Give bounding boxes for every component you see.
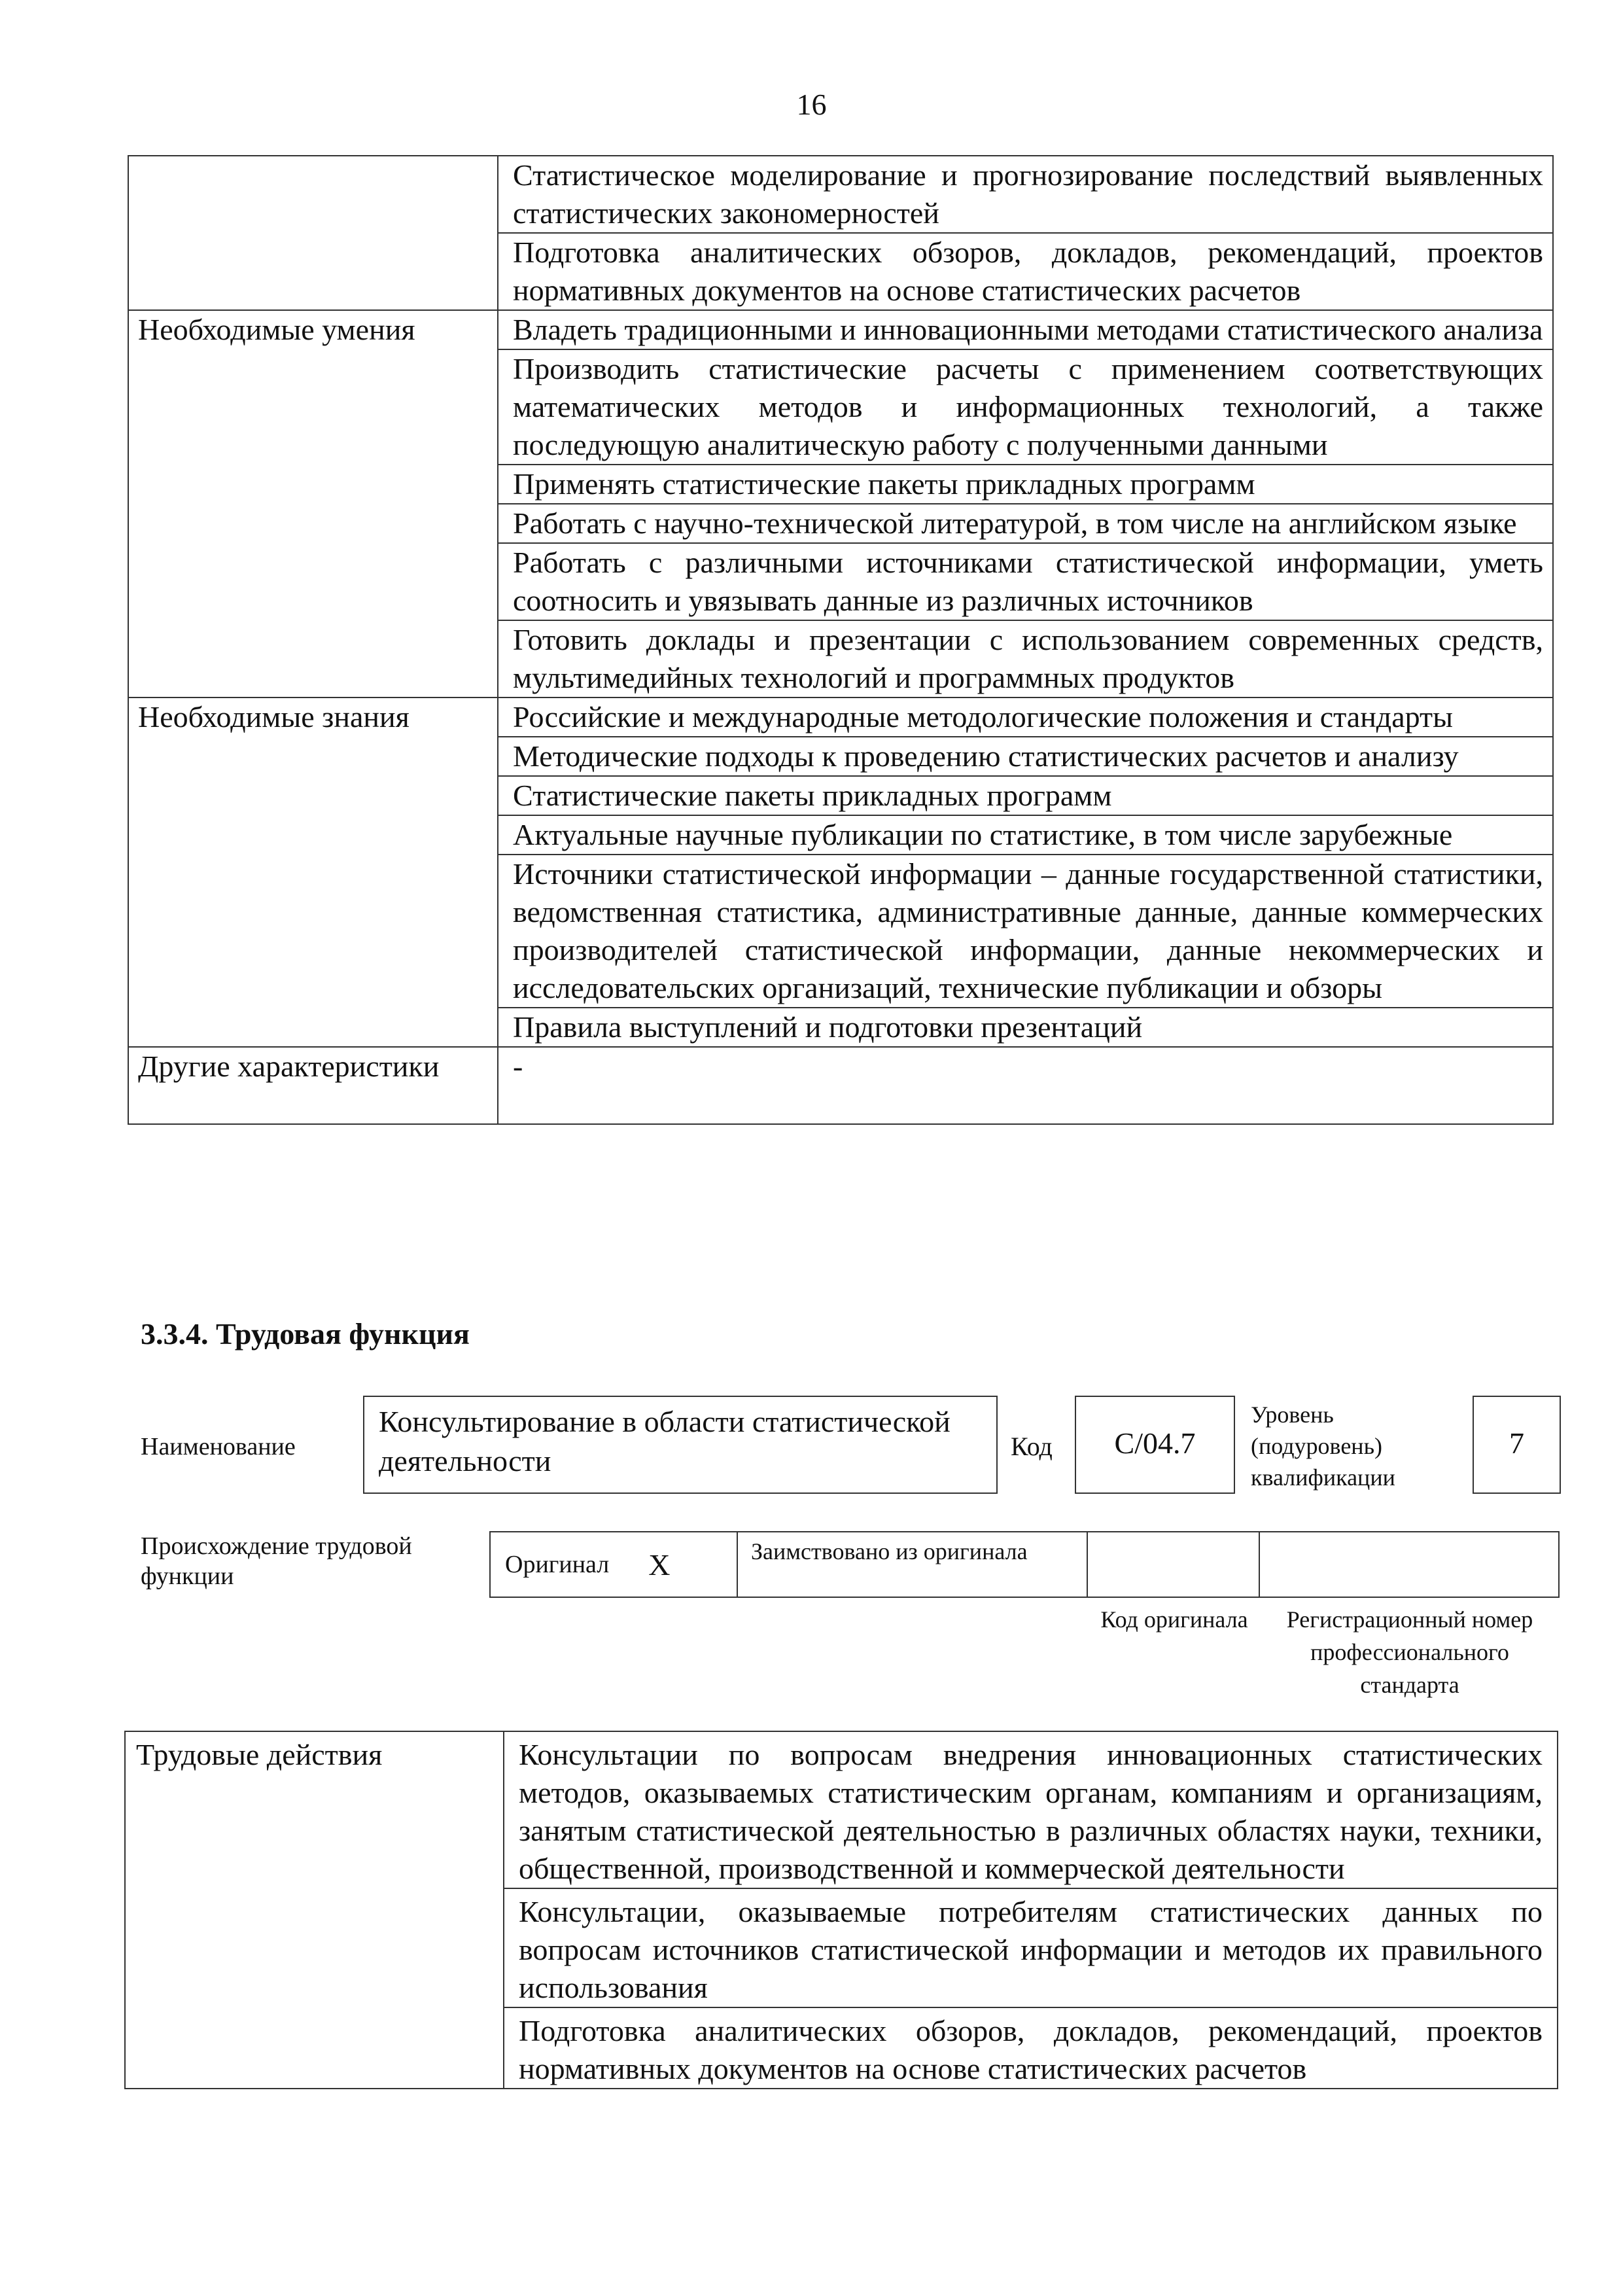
table-cell: Актуальные научные публикации по статистике, в том числе зарубежные: [498, 815, 1553, 855]
row-label: [128, 156, 498, 310]
table-cell: Статистическое моделирование и прогнозирование последствий выявленных статистических закономерностей: [498, 156, 1553, 233]
table-cell: Консультации по вопросам внедрения инновационных статистических методов, оказываемых статистическим органам, компаниям и организациям, занятым статистической деятельностью в различных областях науки, техники, общественной, производственной и коммерческой деятельности: [504, 1731, 1558, 1888]
table-cell: Подготовка аналитических обзоров, докладов, рекомендаций, проектов нормативных документов на основе статистических расчетов: [504, 2007, 1558, 2089]
row-label-other: Другие характеристики: [128, 1047, 498, 1124]
table-cell: -: [498, 1047, 1553, 1124]
original-code-cell: [1087, 1531, 1260, 1598]
table-row: [125, 1731, 1558, 1888]
table-cell: Работать с различными источниками статистической информации, уметь соотносить и увязывать данные из различных источников: [498, 543, 1553, 620]
table-cell: Производить статистические расчеты с применением соответствующих математических методов и информационных технологий, а также последующую аналитическую работу с полученными данными: [498, 349, 1553, 465]
borrowed-cell: Заимствовано из оригинала: [737, 1531, 1088, 1598]
original-label: Оригинал: [505, 1551, 610, 1578]
table-cell: Готовить доклады и презентации с использованием современных средств, мультимедийных технологий и программных продуктов: [498, 620, 1553, 698]
original-cell: [489, 1531, 738, 1598]
table-row: [128, 156, 1553, 233]
table-cell: Правила выступлений и подготовки презентаций: [498, 1008, 1553, 1047]
table-cell: Российские и международные методологические положения и стандарты: [498, 698, 1553, 737]
reg-number-caption: Регистрационный номер профессионального стандарта: [1286, 1606, 1533, 1698]
table-cell: Применять статистические пакеты прикладных программ: [498, 465, 1553, 504]
table-cell: Консультации, оказываемые потребителям статистических данных по вопросам источников статистической информации и методов их правильного использования: [504, 1888, 1558, 2007]
origin-label: Происхождение трудовой функции: [141, 1532, 412, 1590]
original-mark: X: [648, 1547, 671, 1581]
table-cell: Статистические пакеты прикладных программ: [498, 776, 1553, 815]
code-original-caption: Код оригинала: [1100, 1606, 1248, 1633]
name-label: Наименование: [141, 1433, 296, 1460]
function-name-box: Консультирование в области статистической деятельности: [363, 1396, 998, 1494]
table-row: [128, 310, 1553, 349]
function-code-box: C/04.7: [1075, 1396, 1235, 1494]
level-label: Уровень (подуровень) квалификации: [1251, 1402, 1395, 1491]
code-label: Код: [1011, 1432, 1053, 1461]
table-cell: Источники статистической информации – данные государственной статистики, ведомственная статистика, административные данные, данные коммерческих производителей статистической информации, данные некоммерческих и исследовательских организаций, технические публикации и обзоры: [498, 855, 1553, 1008]
page-number: 16: [796, 88, 827, 121]
level-box: 7: [1473, 1396, 1561, 1494]
labor-actions-table: [124, 1731, 1558, 2089]
reg-number-cell: [1259, 1531, 1560, 1598]
table-row: [128, 698, 1553, 737]
table-cell: Подготовка аналитических обзоров, докладов, рекомендаций, проектов нормативных документов на основе статистических расчетов: [498, 233, 1553, 310]
section-title: 3.3.4. Трудовая функция: [141, 1317, 470, 1351]
table-cell: Методические подходы к проведению статистических расчетов и анализу: [498, 737, 1553, 776]
row-label-skills: Необходимые умения: [128, 310, 498, 698]
requirements-table: [128, 155, 1554, 1125]
table-cell: Работать с научно-технической литературой, в том числе на английском языке: [498, 504, 1553, 543]
origin-row: [491, 1531, 1560, 1598]
row-label-actions: Трудовые действия: [125, 1731, 504, 2089]
row-label-knowledge: Необходимые знания: [128, 698, 498, 1047]
table-cell: Владеть традиционными и инновационными методами статистического анализа: [498, 310, 1553, 349]
table-row: [128, 1047, 1553, 1124]
